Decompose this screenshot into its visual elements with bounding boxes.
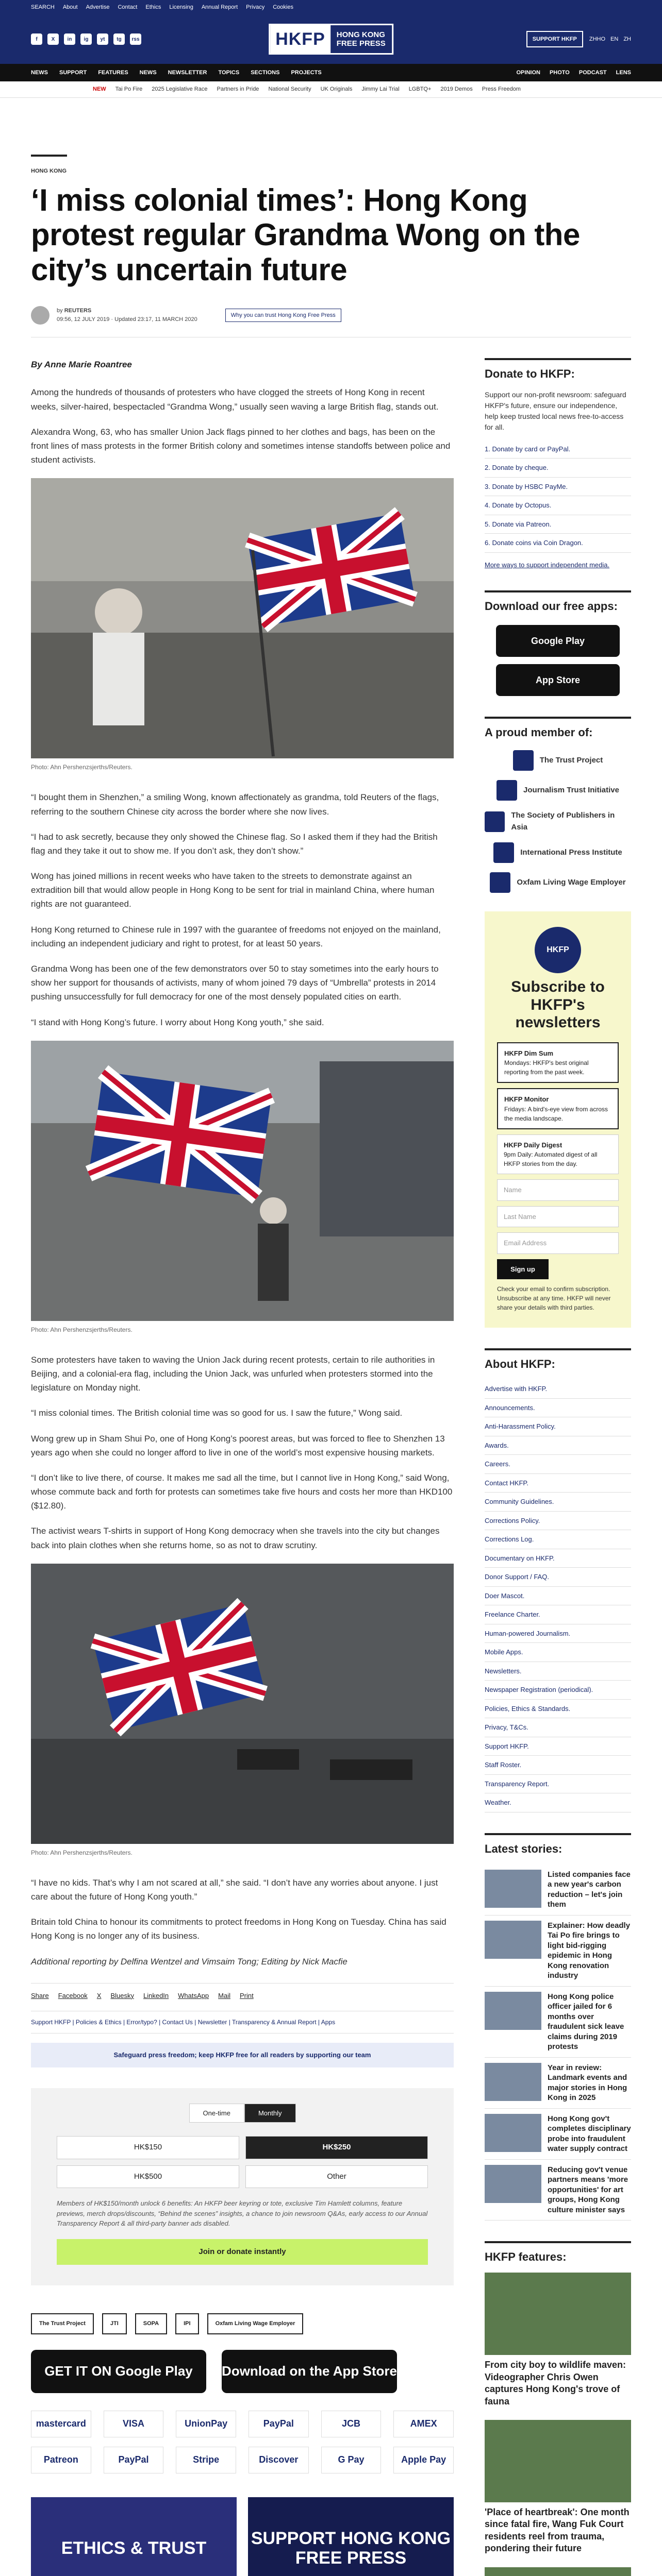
- features-list: [485, 2273, 631, 2576]
- app-store-badges: [31, 2350, 454, 2393]
- article-photo-2: [31, 1041, 454, 1321]
- utility-link[interactable]: Licensing: [169, 4, 193, 10]
- social-icon[interactable]: rss: [130, 33, 141, 45]
- member-section: [485, 717, 631, 893]
- latest-list: [485, 1865, 631, 2221]
- member-name: Journalism Trust Initiative: [523, 786, 619, 795]
- signup-button[interactable]: Sign up: [497, 1259, 549, 1280]
- feature-story[interactable]: [485, 2567, 631, 2576]
- member-badge[interactable]: SOPA: [135, 2313, 167, 2334]
- about-link[interactable]: Policies, Ethics & Standards.: [485, 1700, 631, 1719]
- donate-list: [485, 440, 631, 553]
- member-name: The Trust Project: [539, 756, 603, 765]
- story-thumbnail: [485, 1870, 541, 1908]
- article-paragraph: “I bought them in Shenzhen,” a smiling Wong, known affectionately as grandma, told Reuters of the flags, referring to the southern Chinese city across the border where she now lives.: [31, 792, 439, 817]
- donate-method[interactable]: 2. Donate by cheque.: [485, 459, 631, 478]
- about-link[interactable]: Transparency Report.: [485, 1775, 631, 1794]
- donate-method[interactable]: 3. Donate by HSBC PayMe.: [485, 478, 631, 497]
- member-logo-icon: [493, 842, 514, 863]
- article-paragraph: “I stand with Hong Kong’s future. I worry about Hong Kong youth,” she said.: [31, 1017, 324, 1027]
- article-body: [31, 337, 454, 2576]
- photo-caption-2: Photo: Ahn Pershenzsjerths/Reuters.: [31, 1326, 133, 1333]
- utility-link[interactable]: Privacy: [246, 4, 265, 10]
- share-link[interactable]: LinkedIn: [143, 1991, 169, 1999]
- feature-story[interactable]: [485, 2420, 631, 2555]
- payment-logo: AMEX: [393, 2411, 454, 2437]
- about-link[interactable]: Donor Support / FAQ.: [485, 1568, 631, 1587]
- newsletter-foot: Check your email to confirm subscription. Unsubscribe at any time. HKFP will never share your details with third parties.: [497, 1285, 611, 1312]
- member-logo-icon: [513, 750, 534, 771]
- store-badge[interactable]: GET IT ON Google Play: [31, 2350, 206, 2393]
- feature-thumbnail: [485, 2567, 631, 2576]
- about-link[interactable]: Support HKFP.: [485, 1737, 631, 1756]
- payment-logo: JCB: [321, 2411, 382, 2437]
- newsletter-input[interactable]: Name: [497, 1179, 619, 1201]
- newsletter-option[interactable]: [497, 1042, 619, 1083]
- utility-link[interactable]: SEARCH: [31, 4, 55, 10]
- nav-item-right[interactable]: PHOTO: [549, 69, 570, 76]
- story-title[interactable]: Explainer: How deadly Tai Po fire brings to light bid-rigging epidemic in Hong Kong renovation industry: [548, 1921, 631, 1980]
- about-link[interactable]: Doer Mascot.: [485, 1587, 631, 1606]
- payment-logo: Stripe: [176, 2447, 236, 2473]
- latest-story[interactable]: [485, 1916, 631, 1987]
- utility-link[interactable]: About: [62, 4, 78, 10]
- story-title[interactable]: Hong Kong police officer jailed for 6 months over fraudulent sick leave claims during 2019 protests: [548, 1992, 624, 2052]
- sub-nav: [0, 81, 662, 98]
- social-icon[interactable]: yt: [97, 33, 108, 45]
- utility-link[interactable]: Advertise: [86, 4, 110, 10]
- about-link[interactable]: Weather.: [485, 1793, 631, 1812]
- article-header: [0, 98, 662, 325]
- support-hkfp-button[interactable]: SUPPORT HKFP: [526, 31, 583, 48]
- story-thumbnail: [485, 2114, 541, 2152]
- article-paragraph: Hong Kong returned to Chinese rule in 1997 with the guarantee of freedoms not enjoyed on the mainland, including an independent judiciary and right to protest, for at least 50 years.: [31, 924, 441, 948]
- member-name: International Press Institute: [520, 848, 622, 857]
- newsletter-input[interactable]: Last Name: [497, 1206, 619, 1228]
- nav-items: [31, 69, 322, 77]
- newsletter-title: HKFP Daily Digest: [504, 1141, 562, 1149]
- article-kicker[interactable]: HONG KONG: [31, 168, 67, 174]
- sidebar-store-badge[interactable]: App Store: [496, 664, 620, 696]
- paragraphs-3: [31, 1353, 454, 1552]
- member-badge[interactable]: JTI: [102, 2313, 127, 2334]
- story-title[interactable]: Year in review: Landmark events and major stories in Hong Kong in 2025: [548, 2063, 627, 2103]
- article-paragraph: Some protesters have taken to waving the Union Jack during recent protests, certain to rile authorities in Beijing, and a colonial-era flag, including the Union Jack, was unfurled when protesters stormed into the legislature on Monday night.: [31, 1354, 435, 1393]
- story-title[interactable]: Reducing gov't venue partners means 'more opportunities' for art groups, Hong Kong culture minister says: [548, 2165, 628, 2214]
- subnav-link[interactable]: Partners in Pride: [217, 86, 259, 93]
- donate-amounts: [57, 2136, 428, 2188]
- newsletter-title: HKFP Monitor: [504, 1095, 549, 1104]
- story-title[interactable]: Hong Kong gov't completes disciplinary probe into fraudulent water supply contract: [548, 2114, 631, 2154]
- share-link[interactable]: Mail: [218, 1991, 230, 1999]
- about-link[interactable]: Documentary on HKFP.: [485, 1549, 631, 1568]
- utility-bar: [0, 0, 662, 14]
- language-option[interactable]: ZH: [623, 36, 631, 42]
- member-org[interactable]: [485, 842, 631, 863]
- latest-story[interactable]: [485, 1987, 631, 2058]
- article-photo-3: [31, 1564, 454, 1844]
- by-label: by: [57, 308, 63, 314]
- paragraphs-4: [31, 1876, 454, 1943]
- member-name: The Society of Publishers in Asia: [511, 811, 615, 832]
- utility-link[interactable]: Ethics: [145, 4, 161, 10]
- photo-caption-3: Photo: Ahn Pershenzsjerths/Reuters.: [31, 1849, 133, 1856]
- meta-text: by REUTERS 09:56, 12 JULY 2019 · Updated 23:17, 11 MARCH 2020: [57, 308, 197, 323]
- subnav-link[interactable]: UK Originals: [320, 86, 353, 93]
- nav-item-right[interactable]: OPINION: [516, 69, 540, 76]
- protest-photo-3: [31, 1564, 454, 1844]
- amount-option[interactable]: HK$150: [57, 2136, 239, 2159]
- ethics-promo[interactable]: ETHICS & TRUST: [31, 2497, 237, 2576]
- about-section: [485, 1348, 631, 1812]
- subnav-link[interactable]: Tai Po Fire: [115, 86, 143, 93]
- subnav-link[interactable]: Press Freedom: [482, 86, 521, 93]
- latest-story[interactable]: [485, 2058, 631, 2109]
- member-org[interactable]: [485, 750, 631, 771]
- newsletter-heading: Subscribe to HKFP's newsletters: [511, 978, 605, 1031]
- member-logo-icon: [485, 811, 505, 832]
- amount-option[interactable]: HK$500: [57, 2165, 239, 2189]
- protest-photo-2: [31, 1041, 454, 1321]
- support-promo[interactable]: SUPPORT HONG KONG FREE PRESS: [248, 2497, 454, 2576]
- features-section: [485, 2241, 631, 2576]
- logo-line2: FREE PRESS: [336, 39, 386, 48]
- sidebar-app-badges: [485, 625, 631, 696]
- article-paragraph: Britain told China to honour its commitments to protect freedoms in Hong Kong on Tuesday. China has said Hong Kong is no longer any of its business.: [31, 1917, 446, 1941]
- about-heading: About HKFP:: [485, 1348, 631, 1372]
- payment-logo: Discover: [249, 2447, 309, 2473]
- feature-story[interactable]: [485, 2273, 631, 2408]
- about-link[interactable]: Contact HKFP.: [485, 1474, 631, 1493]
- apps-section: [485, 590, 631, 696]
- about-link[interactable]: Freelance Charter.: [485, 1605, 631, 1624]
- member-org[interactable]: [485, 810, 631, 833]
- donate-note: Members of HK$150/month unlock 6 benefits: An HKFP beer keyring or tote, exclusive Tim Hamlett columns, feature previews, merch drops/discounts, “Behind the scenes” insights, a chance to join newsroom Q&As, early access to our Annual Transparency Report & all third-party banner ads disabled.: [57, 2199, 428, 2228]
- member-list: [485, 750, 631, 893]
- additional-reporting: Additional reporting by Delfina Wentzel and Vimsaim Tong; Editing by Nick Macfie: [31, 1956, 347, 1967]
- utility-link[interactable]: Contact: [118, 4, 138, 10]
- social-icon[interactable]: tg: [113, 33, 125, 45]
- about-list: [485, 1380, 631, 1812]
- new-badge: NEW: [93, 86, 106, 93]
- feature-thumbnail: [485, 2273, 631, 2355]
- photo-caption-1: Photo: Ahn Pershenzsjerths/Reuters.: [31, 764, 133, 771]
- share-link[interactable]: WhatsApp: [178, 1991, 209, 1999]
- payment-logo: mastercard: [31, 2411, 91, 2437]
- share-link[interactable]: Facebook: [58, 1991, 88, 1999]
- hkfp-logo[interactable]: [269, 24, 393, 55]
- latest-story[interactable]: [485, 2109, 631, 2160]
- about-link[interactable]: Anti-Harassment Policy.: [485, 1417, 631, 1436]
- subnav-link[interactable]: 2019 Demos: [440, 86, 473, 93]
- newsletter-option[interactable]: [497, 1134, 619, 1175]
- protest-photo-1: [31, 478, 454, 758]
- story-thumbnail: [485, 1992, 541, 2030]
- member-org[interactable]: [485, 780, 631, 801]
- article-paragraph: Among the hundreds of thousands of protesters who have clogged the streets of Hong Kong in recent weeks, silver-haired, bespectacled “Grandma Wong,” usually seen waving a large British flag, stands out.: [31, 387, 439, 412]
- donate-box: [31, 2088, 454, 2286]
- article-paragraph: Grandma Wong has been one of the few demonstrators over 50 to stay sometimes into the early hours to show her support for thousands of activists, many of whom joined 79 days of “Umbrella” protests in 2014 pushing unsuccessfully for full democracy for one of the most densely populated cities on earth.: [31, 964, 439, 1002]
- language-option[interactable]: EN: [610, 36, 619, 42]
- about-link[interactable]: Corrections Log.: [485, 1530, 631, 1549]
- payment-logo: PayPal: [104, 2447, 164, 2473]
- story-thumbnail: [485, 2063, 541, 2101]
- donate-frequency: [57, 2104, 428, 2123]
- newsletter-badge: HKFP: [535, 927, 581, 973]
- share-link[interactable]: X: [96, 1991, 102, 1999]
- about-link[interactable]: Community Guidelines.: [485, 1493, 631, 1512]
- article-paragraph: “I don’t like to live there, of course. It makes me sad all the time, but I cannot live in Hong Kong,” said Wong, whose commute back and forth for protests can sometimes take five hours and costs her more than HKD100 ($12.80).: [31, 1472, 453, 1511]
- payment-logo: VISA: [104, 2411, 164, 2437]
- story-thumbnail: [485, 1921, 541, 1959]
- donate-method[interactable]: 4. Donate by Octopus.: [485, 496, 631, 515]
- member-badge[interactable]: Oxfam Living Wage Employer: [207, 2313, 304, 2334]
- about-link[interactable]: Careers.: [485, 1455, 631, 1474]
- subnav-link[interactable]: 2025 Legislative Race: [152, 86, 208, 93]
- nav-item[interactable]: FEATURES: [98, 69, 128, 76]
- article-paragraph: Wong grew up in Sham Shui Po, one of Hong Kong’s poorest areas, but was forced to flee to Shenzhen 13 years ago when she could no longer afford to live in one of the world’s most expensive housing markets.: [31, 1433, 445, 1458]
- article-meta: [31, 306, 631, 325]
- publish-date: 09:56, 12 JULY 2019: [57, 316, 110, 323]
- logo-line1: HONG KONG: [336, 30, 385, 39]
- language-option[interactable]: ZHHO: [589, 36, 606, 42]
- article-paragraph: Wong has joined millions in recent weeks who have taken to the streets to demonstrate against an extradition bill that would allow people in Hong Kong to be sent for trial in mainland China, where human rights are not guaranteed.: [31, 871, 435, 909]
- share-link[interactable]: Print: [239, 1991, 254, 1999]
- social-icon[interactable]: in: [64, 33, 75, 45]
- latest-heading: Latest stories:: [485, 1833, 631, 1857]
- feature-thumbnail: [485, 2420, 631, 2502]
- sidebar: [485, 337, 631, 2576]
- byline: By Anne Marie Roantree: [31, 359, 132, 369]
- social-icons: [31, 33, 141, 45]
- nav-item[interactable]: SECTIONS: [251, 69, 280, 76]
- about-link[interactable]: Awards.: [485, 1436, 631, 1455]
- nav-item-right[interactable]: PODCAST: [578, 69, 607, 76]
- newsletter-option[interactable]: [497, 1088, 619, 1129]
- latest-story[interactable]: [485, 1865, 631, 1916]
- payment-logo: PayPal: [249, 2411, 309, 2437]
- frequency-option[interactable]: One-time: [189, 2104, 244, 2123]
- member-logo-icon: [496, 780, 517, 801]
- about-link[interactable]: Corrections Policy.: [485, 1512, 631, 1531]
- share-link[interactable]: Bluesky: [110, 1991, 134, 1999]
- newsletter-input[interactable]: Email Address: [497, 1232, 619, 1254]
- nav-item[interactable]: NEWS: [139, 69, 157, 76]
- member-heading: A proud member of:: [485, 717, 631, 741]
- article-paragraph: “I had to ask secretly, because they only showed the Chinese flag. So I asked them if they had the British flag and they take it out to show me. If you don’t ask, they don’t show.”: [31, 832, 438, 856]
- story-title[interactable]: Listed companies face a new year's carbon reduction – let's join them: [548, 1870, 631, 1909]
- subnav-link[interactable]: Jimmy Lai Trial: [361, 86, 400, 93]
- language-switch: [589, 35, 631, 44]
- promo-banners: [31, 2497, 454, 2576]
- trust-link[interactable]: Why you can trust Hong Kong Free Press: [225, 309, 341, 323]
- header-actions: [526, 31, 631, 48]
- social-icon[interactable]: X: [47, 33, 59, 45]
- donate-text: Support our non-profit newsroom: safeguard HKFP's future, ensure our independence, help keep trusted local news free-to-access for all.: [485, 390, 626, 431]
- donate-method[interactable]: 6. Donate coins via Coin Dragon.: [485, 534, 631, 553]
- article-title: ‘I miss colonial times’: Hong Kong protest regular Grandma Wong on the city’s uncertain future: [31, 182, 580, 287]
- nav-item[interactable]: PROJECTS: [291, 69, 322, 76]
- newsletter-desc: Fridays: A bird's-eye view from across the media landscape.: [504, 1105, 608, 1122]
- more-ways-link[interactable]: More ways to support independent media.: [485, 561, 610, 569]
- nav-item-right[interactable]: LENS: [616, 69, 631, 76]
- payment-logo: Patreon: [31, 2447, 91, 2473]
- member-badges: [31, 2313, 454, 2334]
- article-paragraph: “I miss colonial times. The British colonial time was so good for us. I saw the future,” Wong said.: [31, 1408, 403, 1418]
- member-org[interactable]: [485, 872, 631, 893]
- donate-method[interactable]: 5. Donate via Patreon.: [485, 515, 631, 534]
- nav-item[interactable]: SUPPORT: [59, 69, 87, 76]
- about-link[interactable]: Mobile Apps.: [485, 1643, 631, 1662]
- about-link[interactable]: Staff Roster.: [485, 1756, 631, 1775]
- share-link[interactable]: Share: [31, 1991, 49, 1999]
- about-link[interactable]: Newspaper Registration (periodical).: [485, 1681, 631, 1700]
- amount-option[interactable]: HK$250: [245, 2136, 428, 2159]
- about-link[interactable]: Announcements.: [485, 1399, 631, 1418]
- social-icon[interactable]: ig: [80, 33, 92, 45]
- article-paragraph: The activist wears T-shirts in support of Hong Kong democracy when she travels into the city but changes back into plain clothes when she returns home, so as not to draw scrutiny.: [31, 1526, 440, 1550]
- donate-method[interactable]: 1. Donate by card or PayPal.: [485, 440, 631, 459]
- donate-button[interactable]: Join or donate instantly: [57, 2239, 428, 2265]
- payment-logo: UnionPay: [176, 2411, 236, 2437]
- payment-logos: [31, 2411, 454, 2473]
- member-name: Oxfam Living Wage Employer: [517, 878, 626, 887]
- newsletter-title: HKFP Dim Sum: [504, 1049, 554, 1057]
- apps-heading: Download our free apps:: [485, 590, 631, 615]
- newsletter-options: [497, 1042, 619, 1175]
- logo-mark: HKFP: [270, 25, 330, 53]
- content-wrap: [0, 337, 662, 2576]
- member-badge[interactable]: The Trust Project: [31, 2313, 94, 2334]
- paragraphs-2: [31, 790, 454, 1029]
- feature-title[interactable]: 'Place of heartbreak': One month since fatal fire, Wang Fuk Court residents reel from trauma, pondering their future: [485, 2506, 630, 2554]
- about-link[interactable]: Advertise with HKFP.: [485, 1380, 631, 1399]
- latest-story[interactable]: [485, 2160, 631, 2221]
- about-link[interactable]: Human-powered Journalism.: [485, 1624, 631, 1643]
- logo-text: [330, 30, 392, 48]
- story-thumbnail: [485, 2165, 541, 2203]
- subnav-link[interactable]: LGBTQ+: [408, 86, 432, 93]
- author-name[interactable]: REUTERS: [64, 308, 92, 314]
- newsletter-box: [485, 911, 631, 1328]
- utility-links: [31, 3, 293, 12]
- member-logo-icon: [490, 872, 510, 893]
- newsletter-fields: [497, 1179, 619, 1254]
- share-bar: [31, 1983, 454, 2001]
- author-avatar: [31, 306, 49, 325]
- main-nav: [0, 64, 662, 81]
- store-badge[interactable]: Download on the App Store: [222, 2350, 397, 2393]
- article-photo-1: [31, 478, 454, 758]
- sidebar-store-badge[interactable]: Google Play: [496, 625, 620, 657]
- title-rule: [31, 155, 67, 157]
- features-heading: HKFP features:: [485, 2241, 631, 2265]
- frequency-option[interactable]: Monthly: [244, 2104, 296, 2123]
- donate-section: [485, 358, 631, 570]
- latest-section: [485, 1833, 631, 2221]
- utility-link[interactable]: Cookies: [273, 4, 293, 10]
- footer-links[interactable]: Support HKFP | Policies & Ethics | Error/typo? | Contact Us | Newsletter | Transparency & Annual Report | Apps: [31, 2011, 454, 2033]
- nav-right: [517, 69, 632, 77]
- site-header: [0, 14, 662, 64]
- payment-logo: G Pay: [321, 2447, 382, 2473]
- donate-heading: Donate to HKFP:: [485, 358, 631, 382]
- article-paragraph: Alexandra Wong, 63, who has smaller Union Jack flags pinned to her clothes and bags, has been on the front lines of mass protests in the former British colony and sometimes intense standoffs between police and student activists.: [31, 427, 451, 465]
- feature-title[interactable]: From city boy to wildlife maven: Videographer Chris Owen captures Hong Kong's trove of fauna: [485, 2360, 626, 2406]
- about-link[interactable]: Newsletters.: [485, 1662, 631, 1681]
- utility-link[interactable]: Annual Report: [201, 4, 238, 10]
- nav-item[interactable]: NEWS: [31, 69, 48, 76]
- newsletter-desc: Mondays: HKFP's best original reporting from the past week.: [504, 1059, 589, 1076]
- nav-item[interactable]: NEWSLETTER: [168, 69, 207, 76]
- safeguard-banner[interactable]: Safeguard press freedom; keep HKFP free for all readers by supporting our team: [31, 2043, 454, 2067]
- member-badge[interactable]: IPI: [175, 2313, 198, 2334]
- article-paragraph: “I have no kids. That’s why I am not scared at all,” she said. “I don’t have any worries about anyone. I just care about the future of Hong Kong youth.”: [31, 1877, 438, 1902]
- social-icon[interactable]: f: [31, 33, 42, 45]
- updated-date: Updated 23:17, 11 MARCH 2020: [114, 316, 197, 323]
- subnav-link[interactable]: National Security: [268, 86, 311, 93]
- nav-item[interactable]: TOPICS: [218, 69, 240, 76]
- about-link[interactable]: Privacy, T&Cs.: [485, 1718, 631, 1737]
- amount-option[interactable]: Other: [245, 2165, 428, 2189]
- newsletter-desc: 9pm Daily: Automated digest of all HKFP stories from the day.: [504, 1151, 598, 1168]
- paragraphs-1: [31, 385, 454, 467]
- payment-logo: Apple Pay: [393, 2447, 454, 2473]
